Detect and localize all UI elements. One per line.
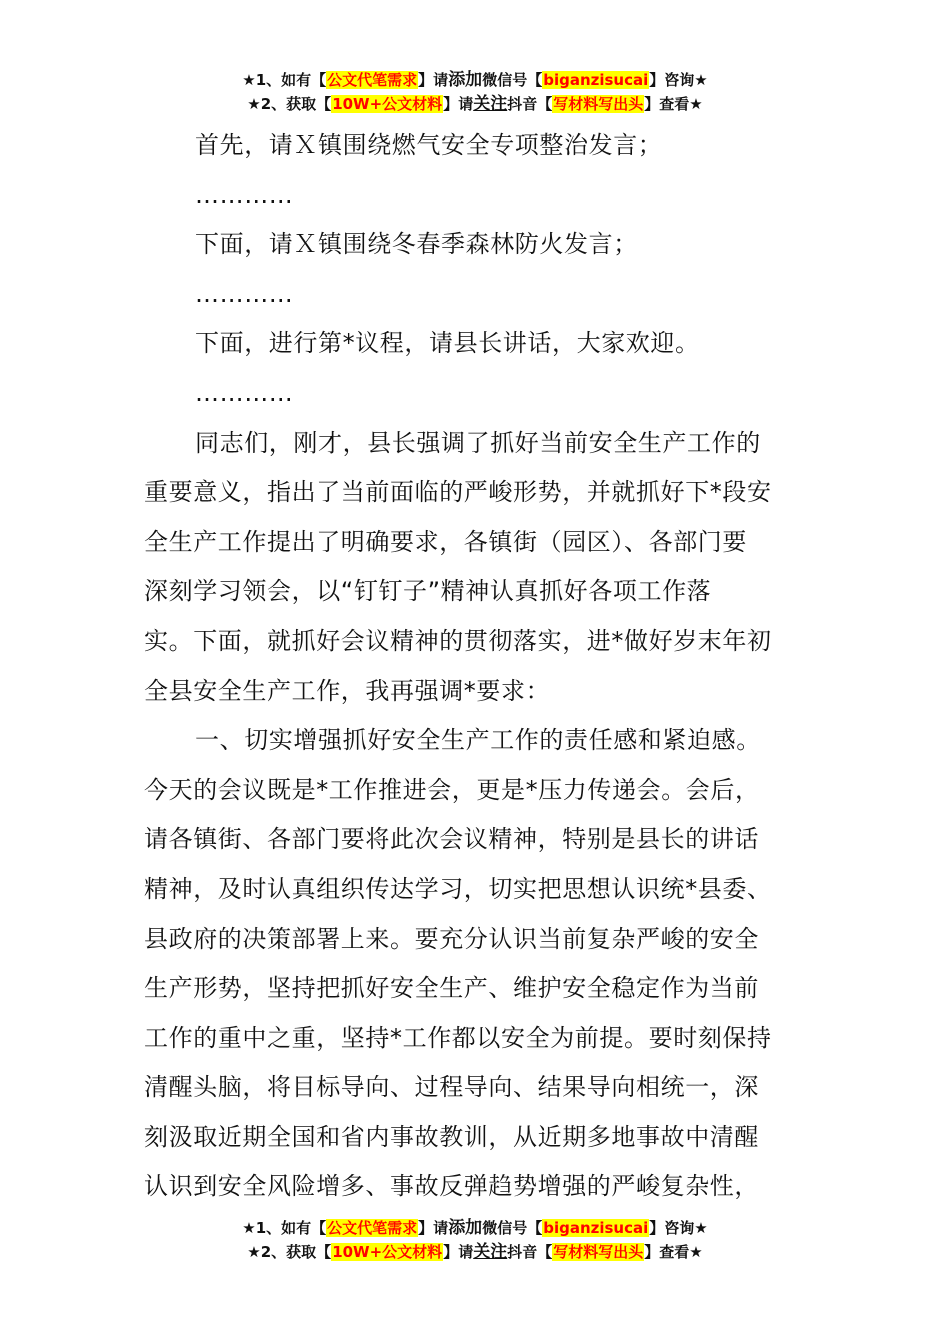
banner-text: ★2、获取【: [247, 1243, 332, 1261]
highlight-text: 公文代笔需求: [327, 1219, 418, 1237]
text-line: 同志们，刚才，县长强调了抓好当前安全生产工作的: [195, 428, 761, 457]
text-line: 生产形势，坚持把抓好安全生产、维护安全稳定作为当前: [144, 974, 759, 1003]
highlight-text: 10W+公文材料: [332, 1243, 443, 1261]
text-line: 县政府的决策部署上来。要充分认识当前复杂严峻的安全: [144, 924, 759, 953]
document-body: [144, 121, 808, 1212]
banner-text: ★2、获取【: [247, 95, 332, 113]
highlight-text: biganzisucai: [543, 71, 649, 89]
banner-text: 添加: [448, 70, 483, 90]
banner-text: 抖音【: [507, 1243, 553, 1261]
text-line: 下面，请Ｘ镇围绕冬春季森林防火发言；: [195, 230, 638, 259]
text-line: …………: [195, 378, 294, 407]
text-line: 重要意义，指出了当前面临的严峻形势，并就抓好下*段安: [144, 478, 772, 507]
text-line: 首先，请Ｘ镇围绕燃气安全专项整治发言；: [195, 131, 663, 159]
text-line: 刻汲取近期全国和省内事故教训，从近期多地事故中清醒: [144, 1122, 759, 1151]
highlight-text: 写材料写出头: [553, 1243, 644, 1261]
banner-text: 】请: [443, 95, 474, 113]
text-line: 精神，及时认真组织传达学习，切实把思想认识统*县委、: [144, 874, 772, 903]
text-line: …………: [195, 279, 294, 308]
banner-text: 抖音【: [507, 95, 553, 113]
highlight-text: 写材料写出头: [553, 95, 644, 113]
banner-text: 】请: [443, 1243, 474, 1261]
banner-text: 】咨询★: [649, 1219, 708, 1237]
banner-text: 】咨询★: [649, 71, 708, 89]
banner-line-2: [0, 92, 950, 116]
text-line: 认识到安全风险增多、事故反弹趋势增强的严峻复杂性，: [144, 1172, 759, 1201]
text-line: 全生产工作提出了明确要求，各镇街（园区）、各部门要: [144, 527, 747, 556]
text-line: 工作的重中之重，坚持*工作都以安全为前提。要时刻保持: [144, 1023, 772, 1052]
text-line: …………: [195, 180, 294, 209]
text-line: 清醒头脑，将目标导向、过程导向、结果导向相统一，深: [144, 1073, 759, 1102]
text-line: 请各镇街、各部门要将此次会议精神，特别是县长的讲话: [144, 825, 759, 854]
banner-text: ★1、如有【: [242, 71, 327, 89]
text-line: 下面，进行第*议程，请县长讲话，大家欢迎。: [195, 329, 700, 358]
text-line: 深刻学习领会，以“钉钉子”精神认真抓好各项工作落: [144, 577, 712, 606]
banner-line-1: [0, 1216, 950, 1240]
banner-text: ★1、如有【: [242, 1219, 327, 1237]
text-line: 全县安全生产工作，我再强调*要求：: [144, 676, 551, 705]
highlight-text: biganzisucai: [543, 1219, 649, 1237]
banner-text: 关注: [473, 94, 508, 114]
highlight-text: 公文代笔需求: [327, 71, 418, 89]
text-line: 实。下面，就抓好会议精神的贯彻落实，进*做好岁末年初: [144, 626, 772, 655]
banner-text: 】查看★: [644, 95, 703, 113]
banner-line-1: [0, 68, 950, 92]
banner-line-2: [0, 1240, 950, 1264]
section-heading: 一、切实增强抓好安全生产工作的责任感和紧迫感。: [195, 726, 761, 755]
text-line: 今天的会议既是*工作推进会，更是*压力传递会。会后，: [144, 775, 760, 804]
footer-banner: [0, 1216, 950, 1264]
banner-text: 添加: [448, 1218, 483, 1238]
banner-text: 】查看★: [644, 1243, 703, 1261]
banner-text: 】请: [418, 1219, 449, 1237]
banner-text: 关注: [473, 1242, 508, 1262]
highlight-text: 10W+公文材料: [332, 95, 443, 113]
header-banner: [0, 68, 950, 116]
banner-text: 】请: [418, 71, 449, 89]
banner-text: 微信号【: [482, 71, 543, 89]
banner-text: 微信号【: [482, 1219, 543, 1237]
